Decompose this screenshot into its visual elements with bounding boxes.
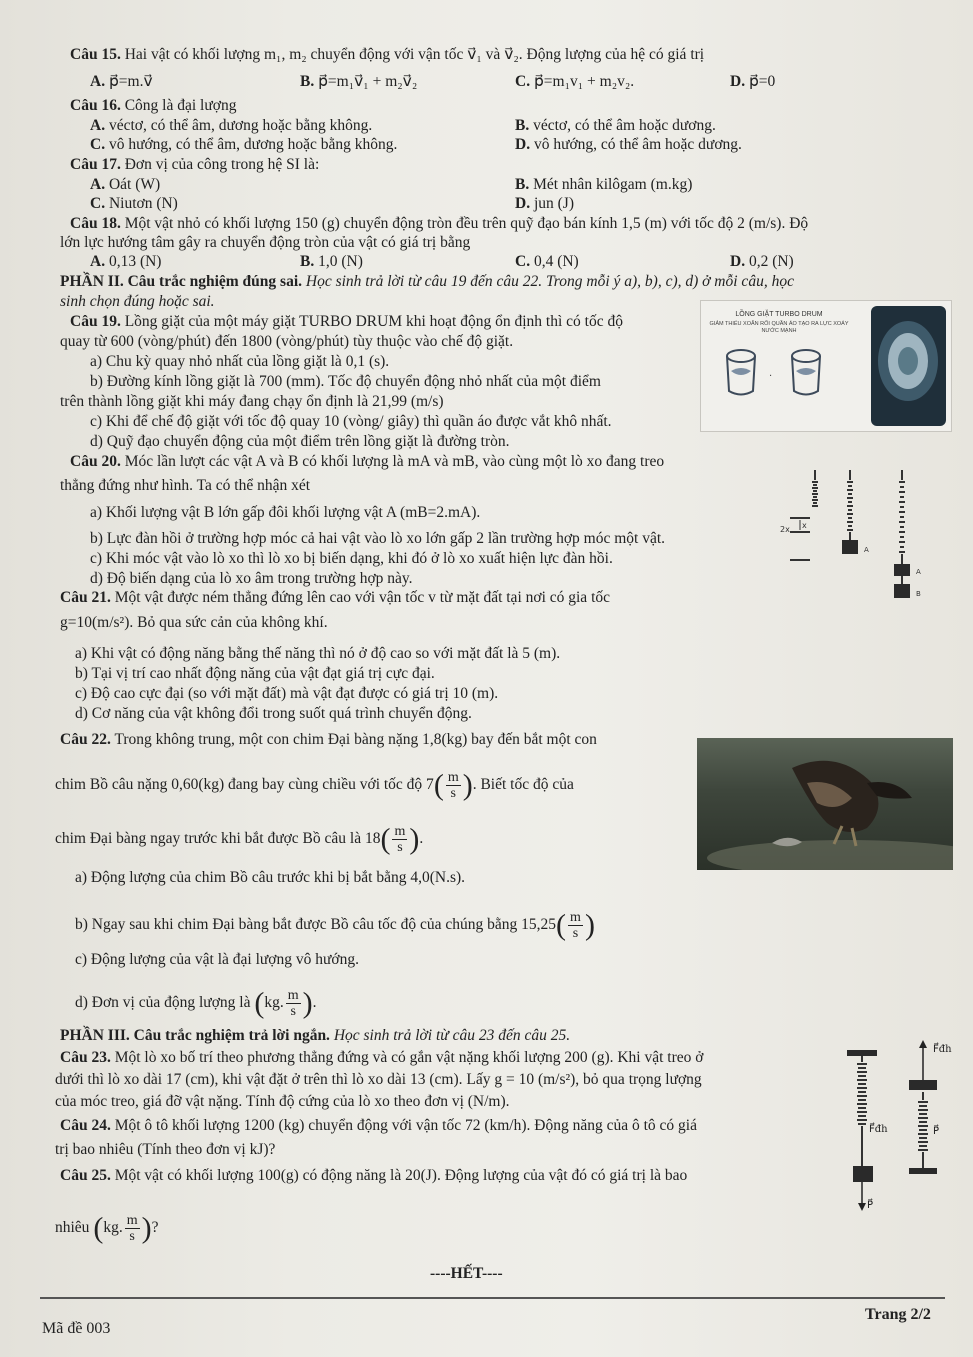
spring-label-b: B xyxy=(916,590,921,598)
q18-stem: Câu 18. Một vật nhỏ có khối lượng 150 (g) chuyển động tròn đều trên quỹ đạo bán kính 1,5 (m) với tốc độ 2 (m/s). Độ xyxy=(70,215,809,232)
label-fdh-top: F⃗đh xyxy=(933,1044,952,1055)
q15-option-d: D. p⃗=0 xyxy=(730,73,776,90)
spring-force-drawing xyxy=(835,1032,960,1227)
q18-option-a: A. 0,13 (N) xyxy=(90,253,162,270)
q18-stem-line2: lớn lực hướng tâm gây ra chuyển động tròn của vật có giá trị bằng xyxy=(60,234,471,251)
label-p-right: P⃗ xyxy=(933,1126,940,1137)
q20-stem: Câu 20. Móc lần lượt các vật A và B có khối lượng là mA và mB, vào cùng một lò xo đang treo xyxy=(70,453,665,470)
drum-illustration xyxy=(701,301,951,431)
q23-stem: Câu 23. Một lò xo bố trí theo phương thẳng đứng và có gắn vật nặng khối lượng 200 (g). Khi vật treo ở xyxy=(60,1049,704,1066)
part2-heading: PHẦN II. Câu trắc nghiệm đúng sai. Học sinh trả lời từ câu 19 đến câu 22. Trong mỗi ý a), b), c), d) ở mỗi câu, học xyxy=(60,273,794,290)
q20-statement-d: d) Độ biến dạng của lò xo âm trong trường hợp này. xyxy=(90,570,413,587)
q19-statement-b: b) Đường kính lồng giặt là 700 (mm). Tốc độ chuyển động nhỏ nhất của một điểm xyxy=(90,373,601,390)
q17-option-b: B. Mét nhân kilôgam (m.kg) xyxy=(515,176,693,193)
q15-stem-text: Hai vật có khối lượng m₁, m₂ chuyển động với vận tốc v⃗₁ và v⃗₂. Động lượng của hệ có giá trị xyxy=(124,46,705,63)
footer-divider xyxy=(40,1297,945,1299)
q25-stem: Câu 25. Một vật có khối lượng 100(g) có động năng là 20(J). Động lượng của vật đó có giá trị là bao xyxy=(60,1167,688,1184)
q19-stem: Câu 19. Lồng giặt của một máy giặt TURBO DRUM khi hoạt động ổn định thì có tốc độ xyxy=(70,313,623,330)
q16-stem: Câu 16. Công là đại lượng xyxy=(70,97,237,114)
label-fdh-left: F⃗đh xyxy=(869,1124,888,1135)
q17-stem: Câu 17. Đơn vị của công trong hệ SI là: xyxy=(70,156,320,173)
exam-code: Mã đề 003 xyxy=(42,1320,111,1337)
spring-force-figure xyxy=(835,1032,960,1227)
q16-option-b: B. véctơ, có thể âm hoặc dương. xyxy=(515,117,716,134)
page-number: Trang 2/2 xyxy=(865,1306,931,1323)
q21-statement-c: c) Độ cao cực đại (so với mặt đất) mà vật đạt được có giá trị 10 (m). xyxy=(75,685,499,702)
q19-statement-a: a) Chu kỳ quay nhỏ nhất của lồng giặt là 0,1 (s). xyxy=(90,353,390,370)
q22-stem-line3: chim Đại bàng ngay trước khi bắt được Bồ câu là 18( $\frac{m}{s}$ ). xyxy=(55,822,424,856)
part3-heading: PHẦN III. Câu trắc nghiệm trả lời ngắn. Học sinh trả lời từ câu 23 đến câu 25. xyxy=(60,1027,571,1044)
eagle-pigeon-photo xyxy=(697,738,953,870)
turbo-drum-title: LỒNG GIẶT TURBO DRUM xyxy=(735,311,823,318)
q22-statement-c: c) Động lượng của vật là đại lượng vô hướng. xyxy=(75,951,359,968)
svg-text:·: · xyxy=(769,371,773,382)
q18-option-d: D. 0,2 (N) xyxy=(730,253,794,270)
part2-instruction: sinh chọn đúng hoặc sai. xyxy=(60,293,215,310)
turbo-drum-subtitle: GIẢM THIỂU XOẮN RỐI QUẦN ÁO TẠO RA LỰC XOÁY NƯỚC MẠNH xyxy=(709,321,849,334)
q23-stem-line2: dưới thì lò xo dài 17 (cm), khi vật đặt ở trên thì lò xo dài 13 (cm). Lấy g = 10 (m/s²), bỏ qua trọng lượng xyxy=(55,1071,702,1088)
q17-option-a: A. Oát (W) xyxy=(90,176,161,193)
eagle-silhouette xyxy=(697,738,953,870)
q21-statement-a: a) Khi vật có động năng bằng thế năng thì nó ở độ cao so với mặt đất là 5 (m). xyxy=(75,645,561,662)
q24-stem-line2: trị bao nhiêu (Tính theo đơn vị kJ)? xyxy=(55,1141,276,1158)
q22-statement-d: d) Đơn vị của động lượng là (kg. $\frac{m}{s}$ ). xyxy=(75,986,317,1020)
q22-statement-a: a) Động lượng của chim Bồ câu trước khi bị bắt bằng 4,0(N.s). xyxy=(75,869,466,886)
q18-option-b: B. 1,0 (N) xyxy=(300,253,363,270)
q21-statement-d: d) Cơ năng của vật không đổi trong suốt quá trình chuyển động. xyxy=(75,705,472,722)
spring-label-2x: 2x xyxy=(780,525,790,534)
q17-option-d: D. jun (J) xyxy=(515,195,574,212)
q15-stem xyxy=(70,45,704,64)
q22-stem-line2: chim Bồ câu nặng 0,60(kg) đang bay cùng chiều với tốc độ 7( $\frac{m}{s}$ ). Biết tốc độ của xyxy=(55,768,574,802)
label-p-bottom: P⃗ xyxy=(867,1200,874,1211)
spring-label-x: x xyxy=(802,521,807,530)
q19-statement-d: d) Quỹ đạo chuyển động của một điểm trên lồng giặt là đường tròn. xyxy=(90,433,510,450)
q20-stem-line2: thẳng đứng như hình. Ta có thể nhận xét xyxy=(60,477,311,494)
q20-statement-b: b) Lực đàn hồi ở trường hợp móc cả hai vật vào lò xo lớn gấp 2 lần trường hợp móc một vật. xyxy=(90,530,665,547)
q21-stem-line2: g=10(m/s²). Bỏ qua sức cản của không khí. xyxy=(60,614,328,631)
q19-statement-b-line2: trên thành lồng giặt khi máy đang chạy ổn định là 21,99 (m/s) xyxy=(60,393,444,410)
q24-stem: Câu 24. Một ô tô khối lượng 1200 (kg) chuyển động với vận tốc 72 (km/h). Động năng của ô tô có giá xyxy=(60,1117,697,1134)
q21-stem: Câu 21. Một vật được ném thẳng đứng lên cao với vận tốc v từ mặt đất tại nơi có gia tốc xyxy=(60,589,610,606)
spring-label-a1: A xyxy=(864,546,869,554)
q18-option-c: C. 0,4 (N) xyxy=(515,253,579,270)
q22-stem: Câu 22. Trong không trung, một con chim Đại bàng nặng 1,8(kg) bay đến bắt một con xyxy=(60,731,597,748)
q20-statement-a: a) Khối lượng vật B lớn gấp đôi khối lượng vật A (mB=2.mA). xyxy=(90,504,481,521)
q25-stem-line2: nhiêu (kg. $\frac{m}{s}$ )? xyxy=(55,1211,159,1245)
spring-drawing xyxy=(760,460,950,615)
spring-figure xyxy=(760,460,950,615)
q17-option-c: C. Niutơn (N) xyxy=(90,195,178,212)
q16-option-c: C. vô hướng, có thể âm, dương hoặc bằng không. xyxy=(90,136,398,153)
turbo-drum-figure xyxy=(700,300,952,432)
q15-option-c: C. p⃗=m₁v₁ + m₂v₂. xyxy=(515,73,635,90)
q16-option-d: D. vô hướng, có thể âm hoặc dương. xyxy=(515,136,742,153)
q15-option-a: A. p⃗=m.v⃗ xyxy=(90,73,153,90)
spring-label-a2: A xyxy=(916,568,921,576)
q15-option-b: B. p⃗=m₁v⃗₁ + m₂v⃗₂ xyxy=(300,73,418,90)
q23-stem-line3: của móc treo, giá đỡ vật nặng. Tính độ cứng của lò xo theo đơn vị (N/m). xyxy=(55,1093,510,1110)
q16-option-a: A. véctơ, có thể âm, dương hoặc bằng không. xyxy=(90,117,373,134)
q22-statement-b: b) Ngay sau khi chim Đại bàng bắt được Bồ câu tốc độ của chúng bằng 15,25( $\frac{m}{s}$ ) xyxy=(75,908,595,942)
q21-statement-b: b) Tại vị trí cao nhất động năng của vật đạt giá trị cực đại. xyxy=(75,665,435,682)
q19-statement-c: c) Khi để chế độ giặt với tốc độ quay 10 (vòng/ giây) thì quần áo được vắt khô nhất. xyxy=(90,413,612,430)
q20-statement-c: c) Khi móc vật vào lò xo thì lò xo bị biến dạng, khi đó ở lò xo xuất hiện lực đàn hồi. xyxy=(90,550,613,567)
end-mark: ----HẾT---- xyxy=(430,1265,503,1282)
q19-stem-line2: quay từ 600 (vòng/phút) đến 1800 (vòng/phút) tùy thuộc vào chế độ giặt. xyxy=(60,333,514,350)
q15-label: Câu 15. xyxy=(70,46,121,63)
